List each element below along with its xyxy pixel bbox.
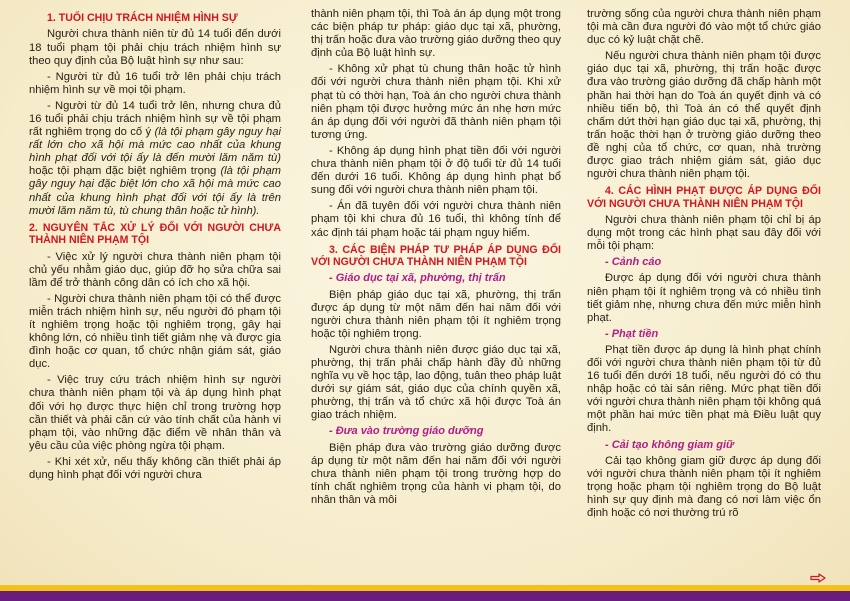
italic-note: (là tội phạm gây nguy hại đặc biệt lớn cho xã hội mà mức cao nhất của khung hình phạt đối với tội ấy là trên mười lăm năm tù, tù chung thân hoặc tử hình).: [29, 165, 282, 217]
paragraph: - Khi xét xử, nếu thấy không cần thiết phải áp dụng hình phạt đối với người chưa: [29, 455, 281, 482]
paragraph: - Việc xử lý người chưa thành niên phạm tội chủ yếu nhằm giáo dục, giúp đỡ họ sửa chữa sai lầm để trở thành công dân có ích cho xã hội.: [29, 250, 281, 289]
subheading-non-custodial: - Cải tạo không giam giữ: [605, 438, 734, 451]
section-1-heading: 1. TUỔI CHỊU TRÁCH NHIỆM HÌNH SỰ: [47, 12, 238, 24]
paragraph: Biện pháp giáo dục tại xã, phường, thị trấn được áp dụng từ một năm đến hai năm đối với người chưa thành niên phạm tội ít nghiêm trọng hoặc tội nghiêm trọng.: [311, 288, 561, 340]
italic-note: (là tội phạm gây nguy hại rất lớn cho xã hội mà mức cao nhất của khung hình phạt đối với tội ấy là đến mười lăm năm tù): [29, 126, 281, 165]
footer-band-purple: [0, 591, 850, 601]
subheading-warning: - Cảnh cáo: [605, 256, 662, 269]
section-3-heading: 3. CÁC BIỆN PHÁP TƯ PHÁP ÁP DỤNG ĐỐI VỚI NGƯỜI CHƯA THÀNH NIÊN PHẠM TỘI: [311, 243, 561, 268]
paragraph: Phạt tiền được áp dụng là hình phạt chính đối với người chưa thành niên phạm tội từ đủ 16 tuổi đến dưới 18 tuổi, nếu người đó có thu nhập hoặc có tài sản riêng. Mức phạt tiền đối với người chưa thành niên phạm tội không quá một phần hai mức tiền phạt mà Điều luật quy định.: [587, 343, 821, 435]
next-page-arrow-icon[interactable]: [810, 573, 826, 583]
section-2-heading: 2. NGUYÊN TẮC XỬ LÝ ĐỐI VỚI NGƯỜI CHƯA THÀNH NIÊN PHẠM TỘI: [29, 221, 281, 247]
column-1: [29, 8, 281, 485]
paragraph: Được áp dụng đối với người chưa thành niên phạm tội ít nghiêm trọng và có nhiều tình tiết giảm nhẹ, nhưng chưa đến mức miễn hình phạt.: [587, 272, 821, 324]
paragraph: - Việc truy cứu trách nhiệm hình sự người chưa thành niên phạm tội và áp dụng hình phạt đối với họ được thực hiện chỉ trong trường hợp cần thiết và phải căn cứ vào tính chất của hành vi phạm tội, vào những đặc điểm về nhân thân và yêu cầu của việc phòng ngừa tội phạm.: [29, 374, 281, 452]
text: - Người từ đủ 14 tuổi trở lên, nhưng chưa đủ 16 tuổi phải chịu trách nhiệm hình sự về tội phạm rất nghiêm trọng do cố ý: [29, 99, 281, 139]
paragraph: thành niên phạm tội, thì Toà án áp dụng một trong các biện pháp tư pháp: giáo dục tại xã, phường, thị trấn hoặc đưa vào trường giáo dưỡng theo quy định của Bộ luật hình sự.: [311, 8, 561, 60]
paragraph: - Người chưa thành niên phạm tội có thể được miễn trách nhiệm hình sự, nếu người đó phạm tội ít nghiêm trọng hoặc tội nghiêm trọng, gây hại không lớn, có nhiều tình tiết giảm nhẹ và được gia đình hoặc cơ quan, tổ chức nhận giám sát, giáo dục.: [29, 292, 281, 371]
paragraph: - Không áp dụng hình phạt tiền đối với người chưa thành niên phạm tội ở độ tuổi từ đủ 14 tuổi đến dưới 16 tuổi. Không áp dụng hình phạt bổ sung đối với người chưa thành niên phạm tội.: [311, 144, 561, 197]
paragraph: - Người từ đủ 16 tuổi trở lên phải chịu trách nhiệm hình sự về mọi tội phạm.: [29, 70, 281, 96]
paragraph: Biện pháp đưa vào trường giáo dưỡng được áp dụng từ một năm đến hai năm đối với người chưa thành niên phạm tội trong trường hợp do tính chất nghiêm trọng của hành vi phạm tội, do nhân thân và môi: [311, 441, 561, 506]
paragraph: - Không xử phạt tù chung thân hoặc tử hình đối với người chưa thành niên phạm tội. Khi xử phạt tù có thời hạn, Toà án cho người chưa thành niên phạm tội được hưởng mức án nhẹ hơn mức án áp dụng đối với người đã thành niên phạm tội tương ứng.: [311, 63, 561, 141]
column-2: [311, 8, 561, 510]
paragraph-age-14-16: [29, 100, 281, 218]
paragraph: Cải tạo không giam giữ được áp dụng đối với người chưa thành niên phạm tội ít nghiêm trọng hoặc phạm tội nghiêm trọng do Bộ luật hình sự quy định mà đang có nơi làm việc ổn định hoặc có nơi thường trú rõ: [587, 454, 821, 519]
subheading-local-education: - Giáo dục tại xã, phường, thị trấn: [329, 272, 506, 285]
paragraph: - Án đã tuyên đối với người chưa thành niên phạm tội khi chưa đủ 16 tuổi, thì không tính để xác định tái phạm hoặc tái phạm nguy hiểm.: [311, 200, 561, 239]
column-3: [587, 8, 821, 523]
subheading-fine: - Phạt tiền: [605, 327, 659, 340]
section-4-heading: 4. CÁC HÌNH PHẠT ĐƯỢC ÁP DỤNG ĐỐI VỚI NGƯỜI CHƯA THÀNH NIÊN PHẠM TỘI: [587, 185, 821, 210]
paragraph: Người chưa thành niên từ đủ 14 tuổi đến dưới 18 tuổi phạm tội phải chịu trách nhiệm hình sự theo quy định của Bộ luật hình sự như sau:: [29, 28, 281, 67]
paragraph: Nếu người chưa thành niên phạm tội được giáo dục tại xã, phường, thị trấn hoặc được đưa vào trường giáo dưỡng đã chấp hành một phần hai thời hạn do Toà án quyết định và có nhiều tiến bộ, thì Toà án có thể quyết định chấm dứt thời hạn giáo dục tại xã, phường, thị trấn hoặc thời hạn ở trường giáo dưỡng theo đề nghị của tổ chức, cơ quan, nhà trường được giao trách nhiệm giám sát, giáo dục người chưa thành niên phạm tội.: [587, 50, 821, 181]
text: hoặc tội phạm đặc biệt nghiêm trọng: [29, 165, 217, 178]
paragraph: trường sống của người chưa thành niên phạm tội mà cần đưa người đó vào một tổ chức giáo dục có kỷ luật chặt chẽ.: [587, 8, 821, 47]
paragraph: Người chưa thành niên được giáo dục tại xã, phường, thị trấn phải chấp hành đầy đủ những nghĩa vụ về học tập, lao động, tuân theo pháp luật dưới sự giám sát, giáo dục của chính quyền xã, phường, thị trấn và tổ chức xã hội được Toà án giao trách nhiệm.: [311, 343, 561, 422]
subheading-reform-school: - Đưa vào trường giáo dưỡng: [329, 425, 484, 438]
paragraph: Người chưa thành niên phạm tội chỉ bị áp dụng một trong các hình phạt sau đây đối với mỗi tội phạm:: [587, 214, 821, 253]
